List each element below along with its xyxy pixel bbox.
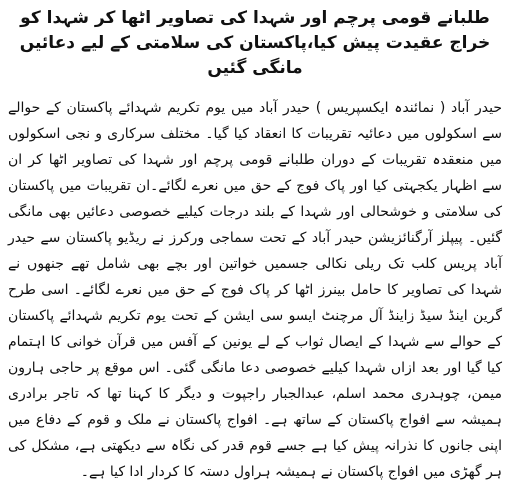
headline: طلبانے قومی پرچم اور شہدا کی تصاویر اٹھا کر شہدا کو خراج عقیدت پیش کیا،پاکستان کی سلامتی کے لیے دعائیں مانگی گئیں — [19, 8, 491, 78]
article-body: حیدر آباد ( نمائندہ ایکسپریس ) حیدر آباد میں یوم تکریم شہدائے پاکستان کے حوالے سے اسکولوں میں دعائیہ تقریبات کا انعقاد کیا گیا۔ مختلف سرکاری و نجی اسکولوں میں منعقدہ تقریبات کے دوران طلبانے قومی پرچم اور شہدا کی تصاویر اٹھا کر ان سے اظہار یکجہتی کیا اور پاک فوج کے حق میں نعرے لگائے۔ان تقریبات میں پاکستان کی سلامتی و خوشحالی اور شہدا کے بلند درجات کیلیے خصوصی دعائیں بھی مانگی گئیں۔ پیپلز آرگنائزیشن حیدر آباد کے تحت سماجی ورکرز نے ریڈیو پاکستان سے حیدر آباد پریس کلب تک ریلی نکالی جسمیں خواتین اور بچے بھی شامل تھے جنھوں نے شہدا کی تصاویر کا حامل بینرز اٹھا کر پاک فوج کے حق میں نعرے لگائے۔ اسی طرح گرین اینڈ سیڈ زاینڈ آل مرچنٹ ایسو سی ایشن کے تحت یوم تکریم شہدائے پاکستان کے حوالے سے شہدا کے ایصال ثواب کے لے یونین کے آفس میں قرآن خوانی کا اہتمام کیا گیا اور بعد ازاں شہدا کیلیے خصوصی دعا مانگی گئی۔ اس موقع پر حاجی ہارون میمن، چوہدری محمد اسلم، عبدالجبار راجپوت و دیگر کا کہنا تھا کہ تاجر برادری ہمیشہ سے افواج پاکستان کے ساتھ ہے۔ افواج پاکستان نے ملک و قوم کے دفاع میں اپنی جانوں کا نذرانہ پیش کیا ہے جسے قوم قدر کی نگاہ سے دیکھتی ہے، مشکل کی ہر گھڑی میں افواج پاکستان نے ہمیشہ ہراول دستہ کا کردار ادا کیا ہے۔ — [8, 100, 502, 480]
